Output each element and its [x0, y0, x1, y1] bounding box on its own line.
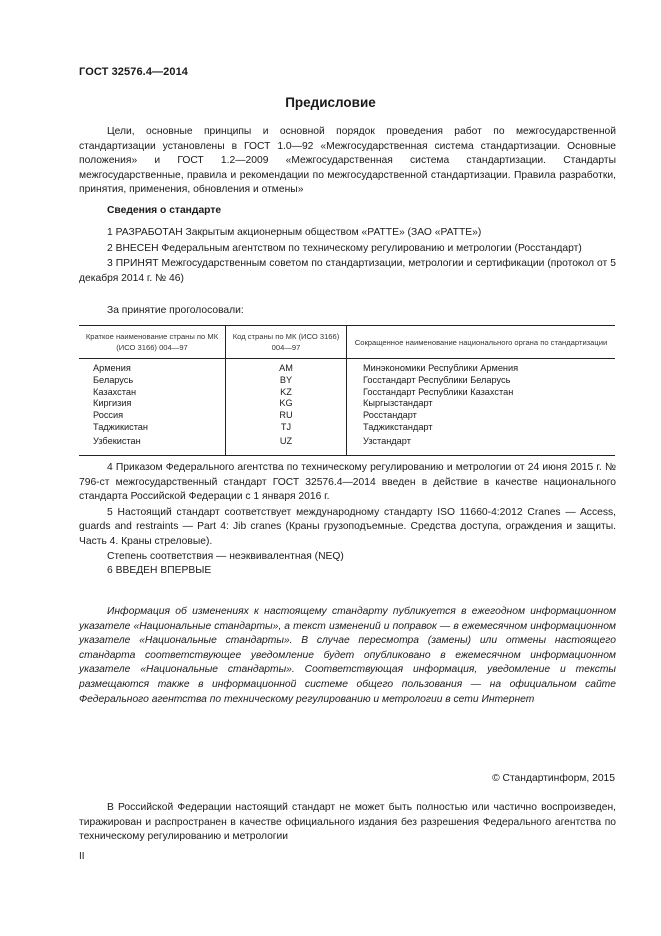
agency-cell: Узстандарт — [347, 434, 616, 455]
code-cell: TJ — [226, 422, 347, 434]
table-header-row — [79, 326, 615, 359]
page-number: II — [79, 851, 85, 862]
country-cell: Беларусь — [93, 374, 134, 385]
agency-cell: Таджикстандарт — [347, 422, 616, 434]
rights-paragraph: В Российской Федерации настоящий стандарт не может быть полностью или частично воспроизведен, тиражирован и распространен в качестве официального издания без разрешения Федерального агентства по техническому регулированию и метрологии — [79, 802, 616, 843]
header-code: Код страны по МК (ИСО 3166) 004—97 — [226, 326, 347, 359]
notice-block — [79, 605, 616, 707]
item-2: 2 ВНЕСЕН Федеральным агентством по техническому регулированию и метрологии (Росстандарт) — [107, 242, 582, 254]
states-table — [79, 325, 615, 456]
code-cell: KZ — [226, 387, 347, 399]
table-row — [79, 359, 615, 375]
code-cell: AM — [226, 359, 347, 375]
agency-cell: Госстандарт Республики Казахстан — [347, 387, 616, 399]
table-row — [79, 410, 615, 422]
decree-items — [79, 461, 616, 579]
table-row — [79, 375, 615, 387]
notice-paragraph: Информация об изменениях к настоящему стандарту публикуется в ежегодном информационном указателе «Национальные стандарты», а текст изменений и поправок — в ежемесячном информационном указателе «Национальные стандарты». В случае пересмотра (замены) или отмены настоящего стандарта соответствующее уведомление будет опубликовано в ежемесячном информационном указателе «Национальные стандарты». Соответствующая информация, уведомление и тексты размещаются также в информационной системе общего пользования — на официальном сайте Федерального агентства по техническому регулированию и метрологии в сети Интернет — [79, 606, 616, 705]
item-5-conformity: Степень соответствия — неэквивалентная (NEQ) — [107, 550, 344, 562]
document-id: ГОСТ 32576.4—2014 — [79, 66, 189, 78]
item-5: 5 Настоящий стандарт соответствует международному стандарту ISO 11660-4:2012 Cranes — Access, guards and restraints — Part 4: Jib cranes (Краны грузоподъемные. Средства доступа, ограждения и защиты. Часть 4. Краны стреловые). — [79, 506, 616, 547]
item-1: 1 РАЗРАБОТАН Закрытым акционерным обществом «РАТТЕ» (ЗАО «РАТТЕ») — [107, 227, 482, 238]
agency-cell: Росстандарт — [347, 410, 616, 422]
item-4: 4 Приказом Федерального агентства по техническому регулированию и метрологии от 24 июня 2015 г. № 796-ст межгосударственный стандарт ГОСТ 32576.4—2014 введен в действие в качестве национального стандарта Российской Федерации с 1 января 2016 г. — [79, 462, 616, 503]
table-row — [79, 387, 615, 399]
country-cell: Казахстан — [93, 386, 137, 397]
rights-block — [79, 801, 616, 845]
info-heading: Сведения о стандарте — [107, 205, 222, 216]
voted-label: За принятие проголосовали: — [107, 305, 244, 316]
agency-cell: Госстандарт Республики Беларусь — [347, 375, 616, 387]
item-6: 6 ВВЕДЕН ВПЕРВЫЕ — [107, 565, 212, 577]
intro-paragraph: Цели, основные принципы и основной порядок проведения работ по межгосударственной стандартизации установлены в ГОСТ 1.0—92 «Межгосударственная система стандартизации. Основные положения» и ГОСТ 1.2—2009 «Межгосударственная система стандартизации. Стандарты межгосударственные, правила и рекомендации по межгосударственной стандартизации. Правила разработки, принятия, применения, обновления и отмены» — [79, 126, 616, 196]
item-3: 3 ПРИНЯТ Межгосударственным советом по стандартизации, метрологии и сертификации (протокол от 5 декабря 2014 г. № 46) — [79, 258, 616, 284]
country-cell: Киргизия — [93, 398, 132, 409]
country-cell: Узбекистан — [79, 434, 226, 455]
code-cell: KG — [226, 398, 347, 410]
page-title: Предисловие — [285, 95, 376, 110]
table-row — [79, 422, 615, 434]
header-country: Краткое наименование страны по МК (ИСО 3166) 004—97 — [79, 326, 226, 359]
copyright: © Стандартинформ, 2015 — [492, 773, 615, 784]
country-cell: Таджикистан — [93, 421, 148, 432]
code-cell: BY — [226, 375, 347, 387]
info-items — [79, 226, 616, 286]
header-agency: Сокращенное наименование национального органа по стандартизации — [347, 326, 616, 359]
agency-cell: Минэкономики Республики Армения — [347, 359, 616, 375]
table-row — [79, 434, 615, 455]
country-cell: Россия — [93, 410, 124, 421]
country-cell: Армения — [93, 363, 131, 373]
intro-paragraph-block — [79, 125, 616, 198]
code-cell: RU — [226, 410, 347, 422]
table-row — [79, 398, 615, 410]
code-cell: UZ — [226, 434, 347, 455]
agency-cell: Кыргызстандарт — [347, 398, 616, 410]
